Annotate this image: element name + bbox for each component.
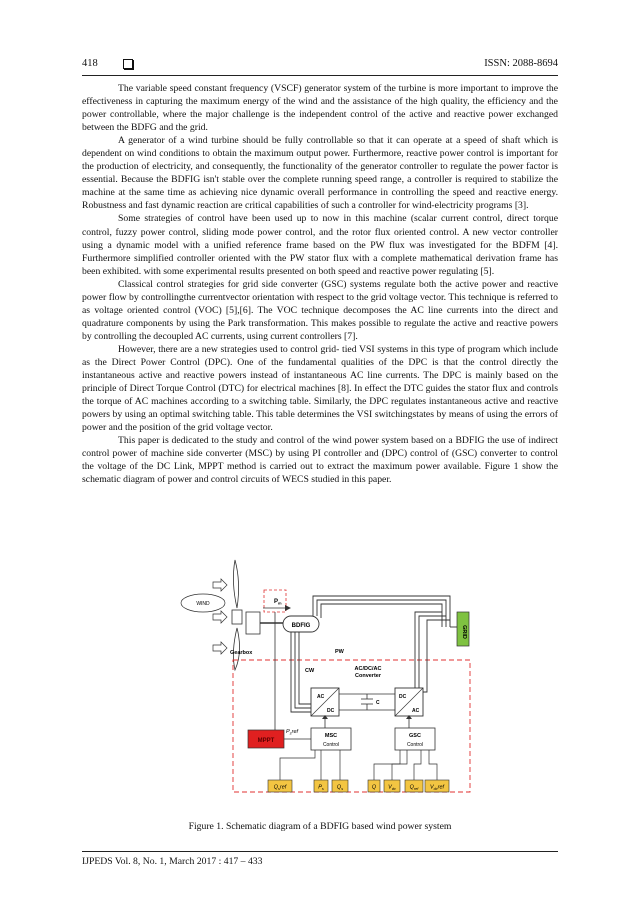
input-label: $Q_{ref}$: [409, 784, 419, 791]
pm-label: $P_m$: [274, 599, 282, 606]
mppt-label: MPPT: [257, 738, 275, 744]
paragraph: A generator of a wind turbine should be fully controllable so that it can operate at a speed of shaft which is dependent on wind conditions to obtain the maximum output power. Furthermore, reactive power control is important for the production of electricity, and consequently, the functionality of the generator controller to regulate the power factor is essential. Because the BDFIG isn't stable over the complete running speed range, a controller is required to stabilize the machine at the same time as achieving nice dynamic overall performance in controlling the speed and reactive energy. Robustness and fast dynamic reaction are critical capabilities of such a controller for wind-electricity programs [3].: [82, 135, 558, 212]
acdc-top-label: AC: [317, 694, 325, 700]
square-bullet-icon: [123, 59, 133, 69]
input-connection-line: [280, 750, 315, 780]
paragraph: Classical control strategies for grid side converter (GSC) systems regulate both the active power and reactive power flow by controllingthe currentvector orientation with respect to the grid voltage vector. This technique is referred to as voltage oriented control (VOC) [5],[6]. The VOC technique decomposes the AC line currents into the direct and quadrature components by using the Park transformation. This makes possible to regulate the active and reactive powers by controlling the decoupled AC currents, using current controllers [7].: [82, 278, 558, 342]
wind-label: WIND: [196, 601, 210, 607]
paragraph: However, there are a new strategies used to control grid- tied VSI systems in this type of program which include as the Direct Power Control (DPC). One of the fundamental qualities of the DPC is that the control directly the instantaneous active and reactive powers instead of instantaneous AC line currents. The DPC is mainly based on the principle of Direct Torque Control (DTC) for electrical machines [8]. In effect the DTC guides the stator flux and controls the torque of AC machines according to a switching table. Similarly, the DPC regulates instantaneous active and reactive powers by using an optimal switching table. This table determines the VSI switchingstates by means of using the errors of power and the position of the grid voltage vector.: [82, 343, 558, 434]
input-connection-line: [374, 750, 400, 780]
arrow-head-icon: [285, 605, 291, 611]
cw-label: CW: [305, 668, 315, 674]
input-connection-line: [392, 750, 407, 780]
input-label: Q: [371, 784, 377, 791]
grid-label: GRID: [461, 625, 467, 639]
input-label: $V_{dc}ref$: [429, 784, 445, 791]
input-label: $V_{dc}$: [388, 784, 396, 791]
bdfig-schematic-diagram: [175, 552, 480, 812]
gearbox-icon: [246, 612, 260, 634]
dcac-bottom-label: AC: [412, 708, 420, 714]
body-text: [82, 82, 558, 486]
control-enclosure: [233, 660, 470, 792]
gsc-grid-lines: [415, 612, 450, 692]
figure-caption: Figure 1. Schematic diagram of a BDFIG based wind power system: [188, 821, 452, 832]
capacitor-label: C: [376, 700, 380, 706]
header-rule: [82, 75, 558, 76]
figure-1: [175, 552, 480, 812]
gsc-label-1: GSC: [409, 733, 421, 739]
gsc-label-2: Control: [406, 742, 424, 748]
msc-label-2: Control: [322, 742, 340, 748]
paragraph: The variable speed constant frequency (VSCF) generator system of the turbine is more important to improve the effectiveness in capturing the maximum energy of the wind and the assistance of the high quality, the efficiency and the power controllable, where the major challenge is the independent control of the active and reactive power exchanged between the BDFG and the grid.: [82, 83, 558, 134]
gearbox-label: Gearbox: [230, 650, 253, 656]
acdc-bottom-label: DC: [327, 708, 335, 714]
input-label: $P_s$: [318, 784, 324, 791]
dcac-top-label: DC: [399, 694, 407, 700]
footer-rule: [82, 851, 558, 852]
wind-arrow-icon: [213, 579, 227, 654]
paragraph: This paper is dedicated to the study and control of the wind power system based on a BDFIG the use of indirect control power of machine side converter (MSC) by using PI controller and (DPC) control of (GSC) converter to control the voltage of the DC Link, MPPT method is carried out to extract the maximum power available. Figure 1 show the schematic diagram of power and control circuits of WECS studied in this paper.: [82, 435, 558, 486]
issn: ISSN: 2088-8694: [484, 58, 558, 69]
pw-power-lines: [313, 596, 450, 627]
input-label: $Q_s$: [336, 784, 344, 791]
dc-link: [339, 694, 395, 710]
pw-label: PW: [335, 649, 344, 655]
page-footer: IJPEDS Vol. 8, No. 1, March 2017 : 417 – 433: [82, 856, 263, 867]
converter-title: AC/DC/AC Converter: [354, 666, 382, 679]
page-number: 418: [82, 58, 98, 69]
input-label: $Q_sref$: [273, 784, 287, 791]
msc-label-1: MSC: [324, 733, 338, 739]
psref-label: $P_sref$: [286, 729, 299, 736]
control-inputs: [268, 750, 449, 792]
input-connection-line: [414, 750, 421, 780]
input-connection-line: [429, 750, 437, 780]
bdfig-label: BDFIG: [291, 623, 311, 629]
page-header: [82, 58, 558, 74]
paragraph: Some strategies of control have been used up to now in this machine (scalar current control, direct torque control, fuzzy power control, sliding mode power control, and the rotor flux oriented control. A new vector controller using a dynamic model with a unified reference frame based on the PW flux was investigated for the BDFM [4]. Furthermore simplified controller oriented with the PW stator flux with a complete mathematical derivation frame has been exhibited. with some experimental results presented on both speed and reactive power regulating [5].: [82, 213, 558, 277]
